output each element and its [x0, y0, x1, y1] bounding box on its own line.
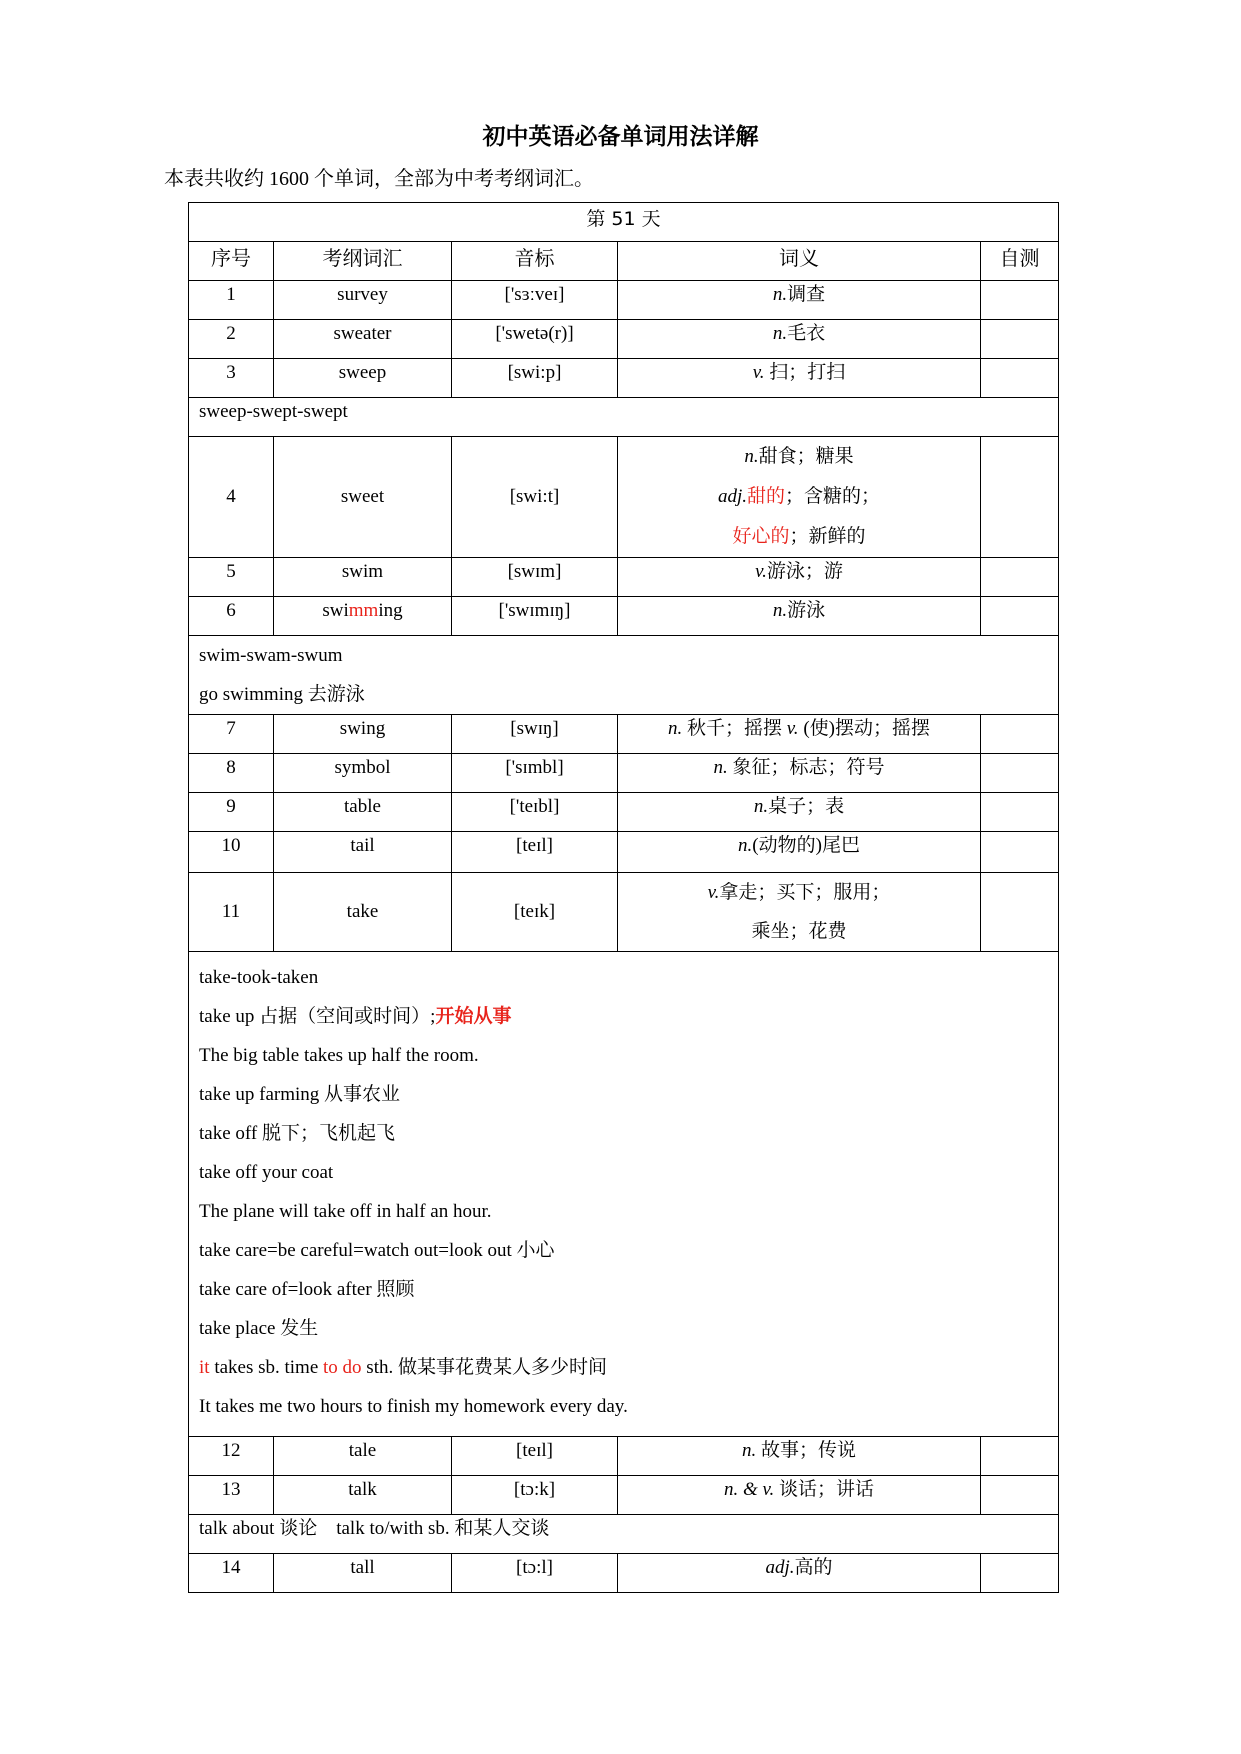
self-test-cell[interactable] [981, 873, 1059, 952]
meaning-text: 桌子；表 [768, 796, 845, 817]
note-line: take-took-taken [199, 967, 319, 988]
meaning-highlight: 甜的 [747, 486, 786, 507]
table-row [189, 437, 1059, 558]
row-word: symbol [274, 754, 452, 793]
part-of-speech: n. [753, 796, 769, 817]
note-swim [189, 636, 1059, 715]
note-text: takes sb. time [209, 1357, 324, 1378]
note-take [189, 952, 1059, 1437]
note-line: take off 脱下；飞机起飞 [199, 1123, 395, 1144]
row-word: swing [274, 715, 452, 754]
self-test-cell[interactable] [981, 597, 1059, 636]
row-phonetic: [teɪk] [452, 873, 618, 952]
row-word [274, 597, 452, 636]
row-meaning [618, 558, 981, 597]
day-row [189, 203, 1059, 242]
vocab-table [188, 202, 1059, 1593]
meaning-highlight: 好心的 [732, 526, 790, 547]
table-row [189, 1437, 1059, 1476]
part-of-speech: n. [772, 323, 788, 344]
part-of-speech: v. [707, 882, 720, 903]
note-line: The plane will take off in half an hour. [199, 1201, 492, 1222]
row-word: talk [274, 1476, 452, 1515]
row-number: 5 [189, 558, 274, 597]
note-line: It takes me two hours to finish my homework every day. [199, 1396, 628, 1417]
table-row [189, 754, 1059, 793]
row-phonetic: [swɪŋ] [452, 715, 618, 754]
note-row [189, 398, 1059, 437]
row-meaning [618, 793, 981, 832]
self-test-cell[interactable] [981, 320, 1059, 359]
meaning-text: 秋千；摇摆 [682, 718, 787, 739]
self-test-cell[interactable] [981, 281, 1059, 320]
part-of-speech: n. [738, 835, 753, 856]
row-phonetic: ['sɪmbl] [452, 754, 618, 793]
row-meaning [618, 281, 981, 320]
part-of-speech: n. [713, 757, 728, 778]
note-line: take up farming 从事农业 [199, 1084, 401, 1105]
note-line [199, 997, 1048, 1036]
row-phonetic: ['sɜːveɪ] [452, 281, 618, 320]
note-row [189, 636, 1059, 715]
table-row [189, 715, 1059, 754]
note-line: take off your coat [199, 1162, 334, 1183]
meaning-text: 扫；打扫 [764, 362, 846, 383]
table-row [189, 281, 1059, 320]
self-test-cell[interactable] [981, 359, 1059, 398]
table-row [189, 597, 1059, 636]
row-word: tail [274, 832, 452, 873]
self-test-cell[interactable] [981, 1554, 1059, 1593]
row-meaning [618, 359, 981, 398]
table-row [189, 873, 1059, 952]
self-test-cell[interactable] [981, 558, 1059, 597]
row-phonetic: [teɪl] [452, 832, 618, 873]
row-meaning [618, 1476, 981, 1515]
meaning-text: ；新鲜的 [789, 526, 866, 547]
meaning-text: (使)摆动；摇摆 [798, 718, 930, 739]
page-subtitle: 本表共收约 1600 个单词，全部为中考考纲词汇。 [164, 168, 594, 190]
meaning-text: 故事；传说 [756, 1440, 856, 1461]
row-phonetic: [swi:t] [452, 437, 618, 558]
note-highlight: it [199, 1357, 210, 1378]
note-highlight: 开始从事 [435, 1005, 512, 1027]
note-row [189, 952, 1059, 1437]
meaning-text: (动物的)尾巴 [752, 835, 860, 856]
meaning-text: 高的 [794, 1557, 833, 1578]
table-row [189, 558, 1059, 597]
self-test-cell[interactable] [981, 1437, 1059, 1476]
row-number: 13 [189, 1476, 274, 1515]
note-line: The big table takes up half the room. [199, 1045, 479, 1066]
header-row [189, 242, 1059, 281]
row-meaning [618, 1554, 981, 1593]
meaning-text: 游泳；游 [766, 561, 843, 582]
row-meaning [618, 873, 981, 952]
table-row [189, 359, 1059, 398]
self-test-cell[interactable] [981, 832, 1059, 873]
note-line: take care=be careful=watch out=look out 小心 [199, 1240, 555, 1261]
page-title: 初中英语必备单词用法详解 [482, 124, 759, 150]
note-highlight: to do [323, 1357, 362, 1378]
row-word: tall [274, 1554, 452, 1593]
row-number: 11 [189, 873, 274, 952]
self-test-cell[interactable] [981, 715, 1059, 754]
row-number: 3 [189, 359, 274, 398]
note-text: sth. 做某事花费某人多少时间 [361, 1357, 607, 1378]
part-of-speech: adj. [717, 486, 747, 507]
row-word: sweater [274, 320, 452, 359]
part-of-speech: v. [786, 718, 799, 739]
row-phonetic: ['swetə(r)] [452, 320, 618, 359]
meaning-text: 游泳 [787, 600, 826, 621]
row-number: 9 [189, 793, 274, 832]
note-text: take up 占据（空间或时间）; [199, 1006, 436, 1027]
row-phonetic: [teɪl] [452, 1437, 618, 1476]
meaning-text: 毛衣 [787, 323, 826, 344]
row-phonetic: ['teɪbl] [452, 793, 618, 832]
meaning-text: 调查 [787, 284, 826, 305]
row-number: 7 [189, 715, 274, 754]
part-of-speech: n. [744, 446, 759, 467]
self-test-cell[interactable] [981, 437, 1059, 558]
note-row [189, 1515, 1059, 1554]
note-line: go swimming 去游泳 [199, 684, 365, 705]
row-number: 8 [189, 754, 274, 793]
day-label: 第 51 天 [189, 203, 1059, 242]
row-phonetic: [swi:p] [452, 359, 618, 398]
self-test-cell[interactable] [981, 1476, 1059, 1515]
part-of-speech: n. & v. [723, 1479, 775, 1500]
meaning-text: 甜食；糖果 [758, 446, 854, 467]
header-meaning: 词义 [618, 242, 981, 281]
table-row [189, 320, 1059, 359]
table-row [189, 832, 1059, 873]
row-word: tale [274, 1437, 452, 1476]
note-line: take care of=look after 照顾 [199, 1279, 415, 1300]
row-number: 14 [189, 1554, 274, 1593]
row-number: 10 [189, 832, 274, 873]
row-number: 2 [189, 320, 274, 359]
row-word: sweep [274, 359, 452, 398]
meaning-line [622, 873, 976, 912]
header-number: 序号 [189, 242, 274, 281]
row-meaning [618, 437, 981, 558]
note-line [199, 1348, 1048, 1387]
note-sweep: sweep-swept-swept [189, 398, 1059, 437]
row-meaning [618, 715, 981, 754]
row-meaning [618, 1437, 981, 1476]
self-test-cell[interactable] [981, 754, 1059, 793]
row-phonetic: [tɔ:l] [452, 1554, 618, 1593]
header-self-test: 自测 [981, 242, 1059, 281]
row-meaning [618, 832, 981, 873]
word-part: ing [378, 600, 403, 621]
part-of-speech: n. [741, 1440, 757, 1461]
note-talk: talk about 谈论 talk to/with sb. 和某人交谈 [189, 1515, 1059, 1554]
part-of-speech: v. [755, 561, 767, 582]
meaning-text: 象征；标志；符号 [727, 757, 885, 778]
meaning-text: ；含糖的； [785, 486, 881, 507]
row-word: sweet [274, 437, 452, 558]
meaning-line [622, 517, 976, 557]
row-number: 12 [189, 1437, 274, 1476]
part-of-speech: n. [772, 600, 788, 621]
meaning-line [622, 477, 976, 517]
self-test-cell[interactable] [981, 793, 1059, 832]
table-row [189, 1554, 1059, 1593]
part-of-speech: n. [772, 284, 788, 305]
row-number: 4 [189, 437, 274, 558]
meaning-line: 乘坐；花费 [751, 921, 847, 942]
table-row [189, 1476, 1059, 1515]
header-phonetic: 音标 [452, 242, 618, 281]
row-phonetic: ['swɪmɪŋ] [452, 597, 618, 636]
note-line: take place 发生 [199, 1318, 319, 1339]
word-part: swi [322, 600, 349, 621]
row-number: 6 [189, 597, 274, 636]
row-meaning [618, 597, 981, 636]
part-of-speech: n. [668, 718, 683, 739]
meaning-line [622, 437, 976, 477]
meaning-text: 拿走；买下；服用； [719, 882, 891, 903]
part-of-speech: v. [752, 362, 765, 383]
row-word: swim [274, 558, 452, 597]
part-of-speech: adj. [765, 1557, 795, 1578]
row-phonetic: [swɪm] [452, 558, 618, 597]
row-meaning [618, 320, 981, 359]
row-number: 1 [189, 281, 274, 320]
table-row [189, 793, 1059, 832]
row-word: survey [274, 281, 452, 320]
note-line: swim-swam-swum [199, 645, 343, 666]
row-meaning [618, 754, 981, 793]
row-phonetic: [tɔ:k] [452, 1476, 618, 1515]
row-word: take [274, 873, 452, 952]
row-word: table [274, 793, 452, 832]
meaning-text: 谈话；讲话 [774, 1479, 875, 1500]
word-highlight: mm [348, 600, 379, 621]
header-word: 考纲词汇 [274, 242, 452, 281]
